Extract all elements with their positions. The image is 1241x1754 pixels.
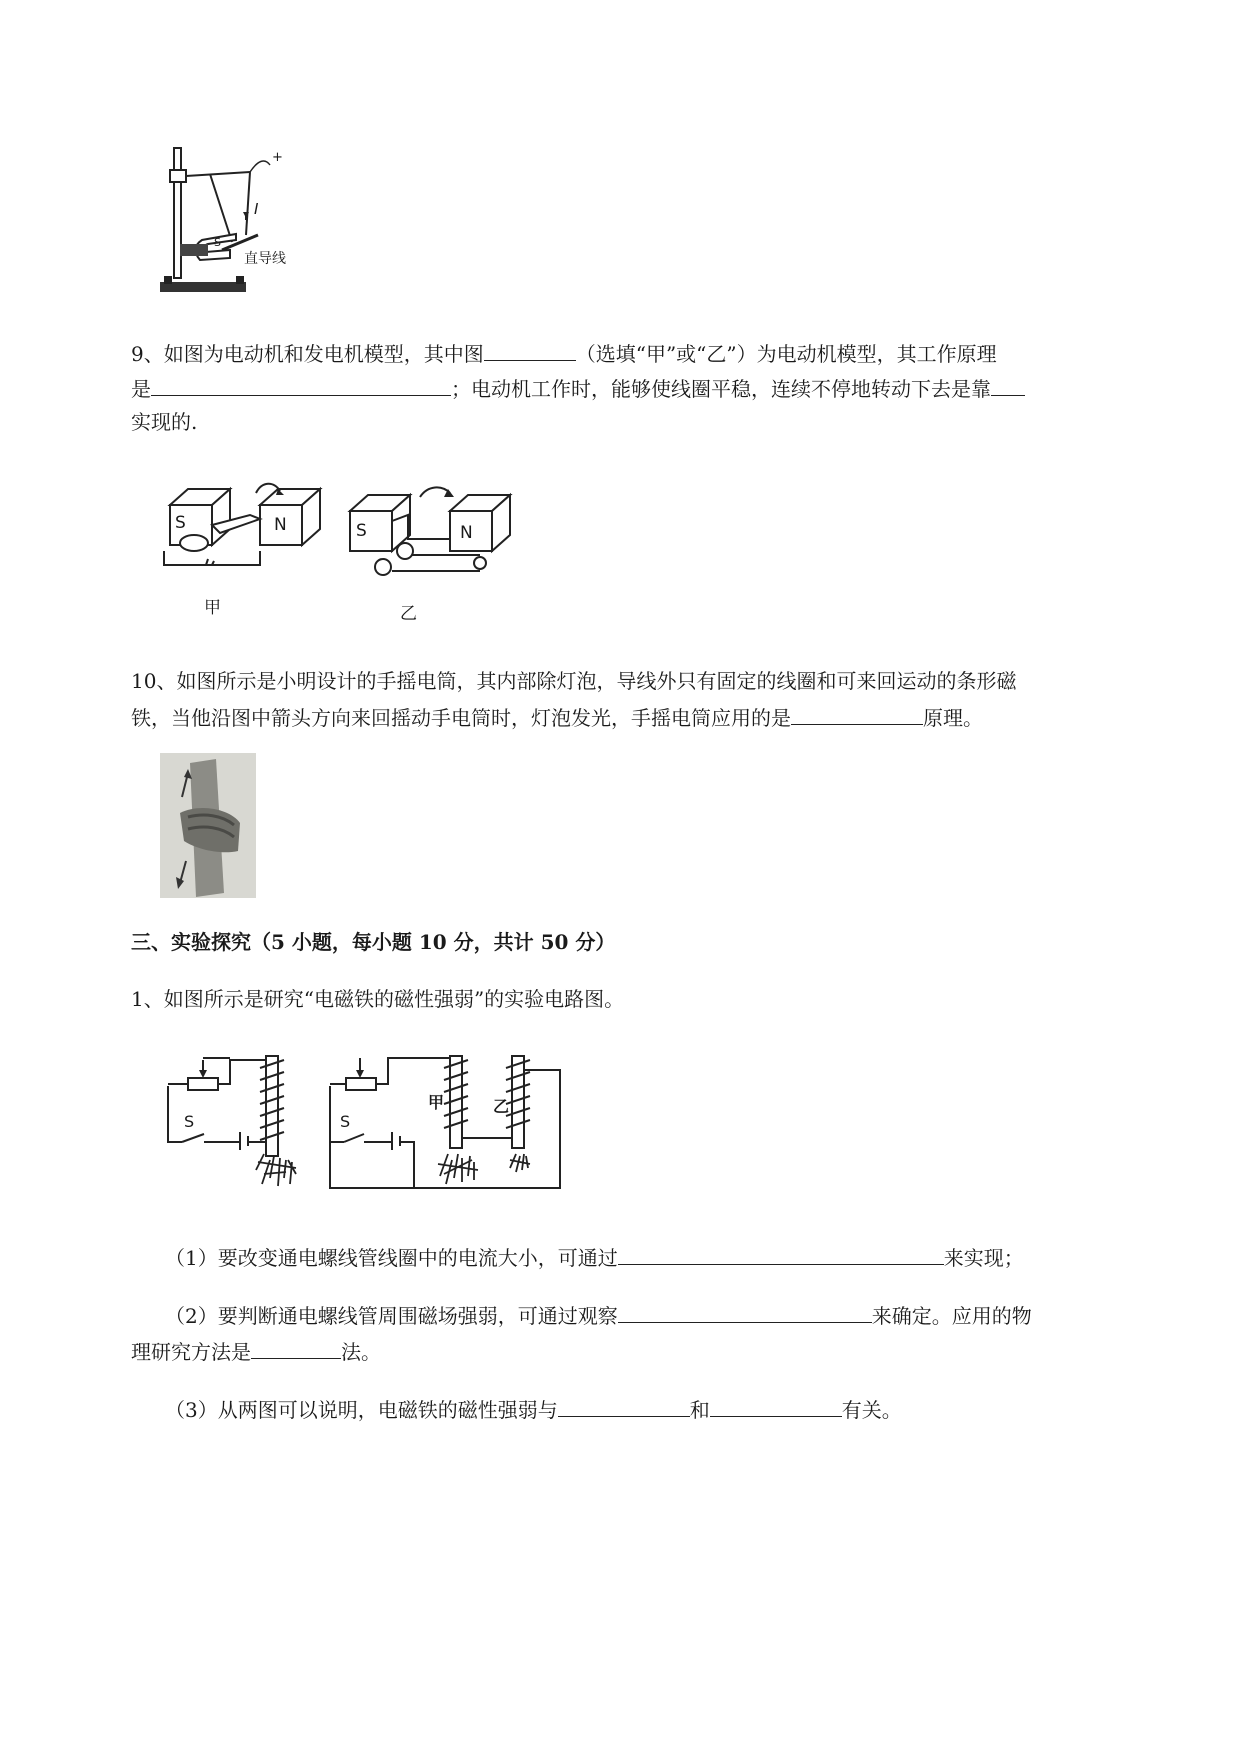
figure-electromagnet-circuits <box>160 1050 580 1200</box>
left-model-caption: 甲 <box>204 598 221 618</box>
left-model-s-pole: S <box>175 513 186 533</box>
e1-p2-line2-text-a: 理研究方法是 <box>131 1340 251 1364</box>
e1-subquestion-2-line-2 <box>131 1336 381 1366</box>
electromagnet-yi-label: 乙 <box>493 1097 510 1116</box>
e1-p2-answer-blank-2[interactable] <box>251 1336 341 1359</box>
flashlight-photo-drawing <box>160 753 256 898</box>
wire-label: 直导线 <box>244 251 286 267</box>
e1-p1-text-b: 来实现； <box>943 1246 1024 1270</box>
e1-p3-text-b: 和 <box>689 1398 710 1422</box>
e1-p2-text-b: 来确定。应用的物 <box>871 1304 1032 1328</box>
electromagnet-circuits-drawing <box>160 1050 580 1200</box>
stand-wire-drawing <box>150 140 320 300</box>
figure-motor-generator <box>150 475 540 625</box>
q9-line-1 <box>131 338 997 368</box>
right-model-s-pole: S <box>356 521 367 541</box>
e1-p3-answer-blank-1[interactable] <box>558 1394 690 1417</box>
magnet-pole-label: S <box>214 236 221 249</box>
q10-line-1 <box>131 667 1016 695</box>
figure-stand-wire <box>150 140 320 300</box>
e1-p2-text-a: （2）要判断通电螺线管周围磁场强弱，可通过观察 <box>165 1304 618 1328</box>
q10-line2-text-b: 原理。 <box>923 706 983 730</box>
e1-p3-text-a: （3）从两图可以说明，电磁铁的磁性强弱与 <box>165 1398 558 1422</box>
left-model-n-pole: N <box>274 515 287 535</box>
q9-answer-blank-1[interactable] <box>484 338 576 361</box>
e1-p3-answer-blank-2[interactable] <box>710 1394 842 1417</box>
e1-subquestion-1 <box>165 1242 1024 1272</box>
q9-line2-text-b: ；电动机工作时，能够使线圈平稳，连续不停地转动下去是靠 <box>451 377 991 401</box>
right-model-n-pole: N <box>460 523 473 543</box>
e1-p1-text-a: （1）要改变通电螺线管线圈中的电流大小，可通过 <box>165 1246 618 1270</box>
q10-line1-text: 10、如图所示是小明设计的手摇电筒，其内部除灯泡，导线外只有固定的线圈和可来回运动的条形磁 <box>131 669 1017 693</box>
flashlight-photo <box>160 753 256 898</box>
right-switch-label: S <box>340 1112 351 1131</box>
e1-subquestion-3 <box>165 1394 902 1424</box>
q10-line-2 <box>131 702 983 732</box>
e1-p2-answer-blank-1[interactable] <box>618 1300 872 1323</box>
e1-p3-text-c: 有关。 <box>841 1398 902 1422</box>
electromagnet-jia-label: 甲 <box>428 1093 445 1112</box>
q9-line1-text-a: 9、如图为电动机和发电机模型，其中图 <box>131 342 484 366</box>
experiment-1-intro: 1、如图所示是研究“电磁铁的磁性强弱”的实验电路图。 <box>131 987 625 1011</box>
right-model-caption: 乙 <box>400 604 417 624</box>
q9-answer-blank-3[interactable] <box>991 373 1025 396</box>
q9-line-3 <box>131 408 197 436</box>
e1-subquestion-2 <box>165 1300 1032 1330</box>
current-label: I <box>254 200 259 218</box>
q10-answer-blank[interactable] <box>791 702 923 725</box>
section-3-heading: 三、实验探究（5 小题，每小题 10 分，共计 50 分） <box>131 930 616 954</box>
q9-line1-text-b: （选填“甲”或“乙”）为电动机模型，其工作原理 <box>575 342 997 366</box>
q9-line-2 <box>131 373 1025 403</box>
e1-p1-answer-blank[interactable] <box>618 1242 944 1265</box>
left-switch-label: S <box>184 1112 195 1131</box>
q9-line3-text: 实现的. <box>131 410 198 434</box>
e1-p2-line2-text-b: 法。 <box>341 1340 381 1364</box>
plus-sign-label: + <box>272 150 283 165</box>
q9-answer-blank-2[interactable] <box>151 373 451 396</box>
q9-line2-text-a: 是 <box>131 377 151 401</box>
q10-line2-text-a: 铁，当他沿图中箭头方向来回摇动手电筒时，灯泡发光，手摇电筒应用的是 <box>131 706 791 730</box>
